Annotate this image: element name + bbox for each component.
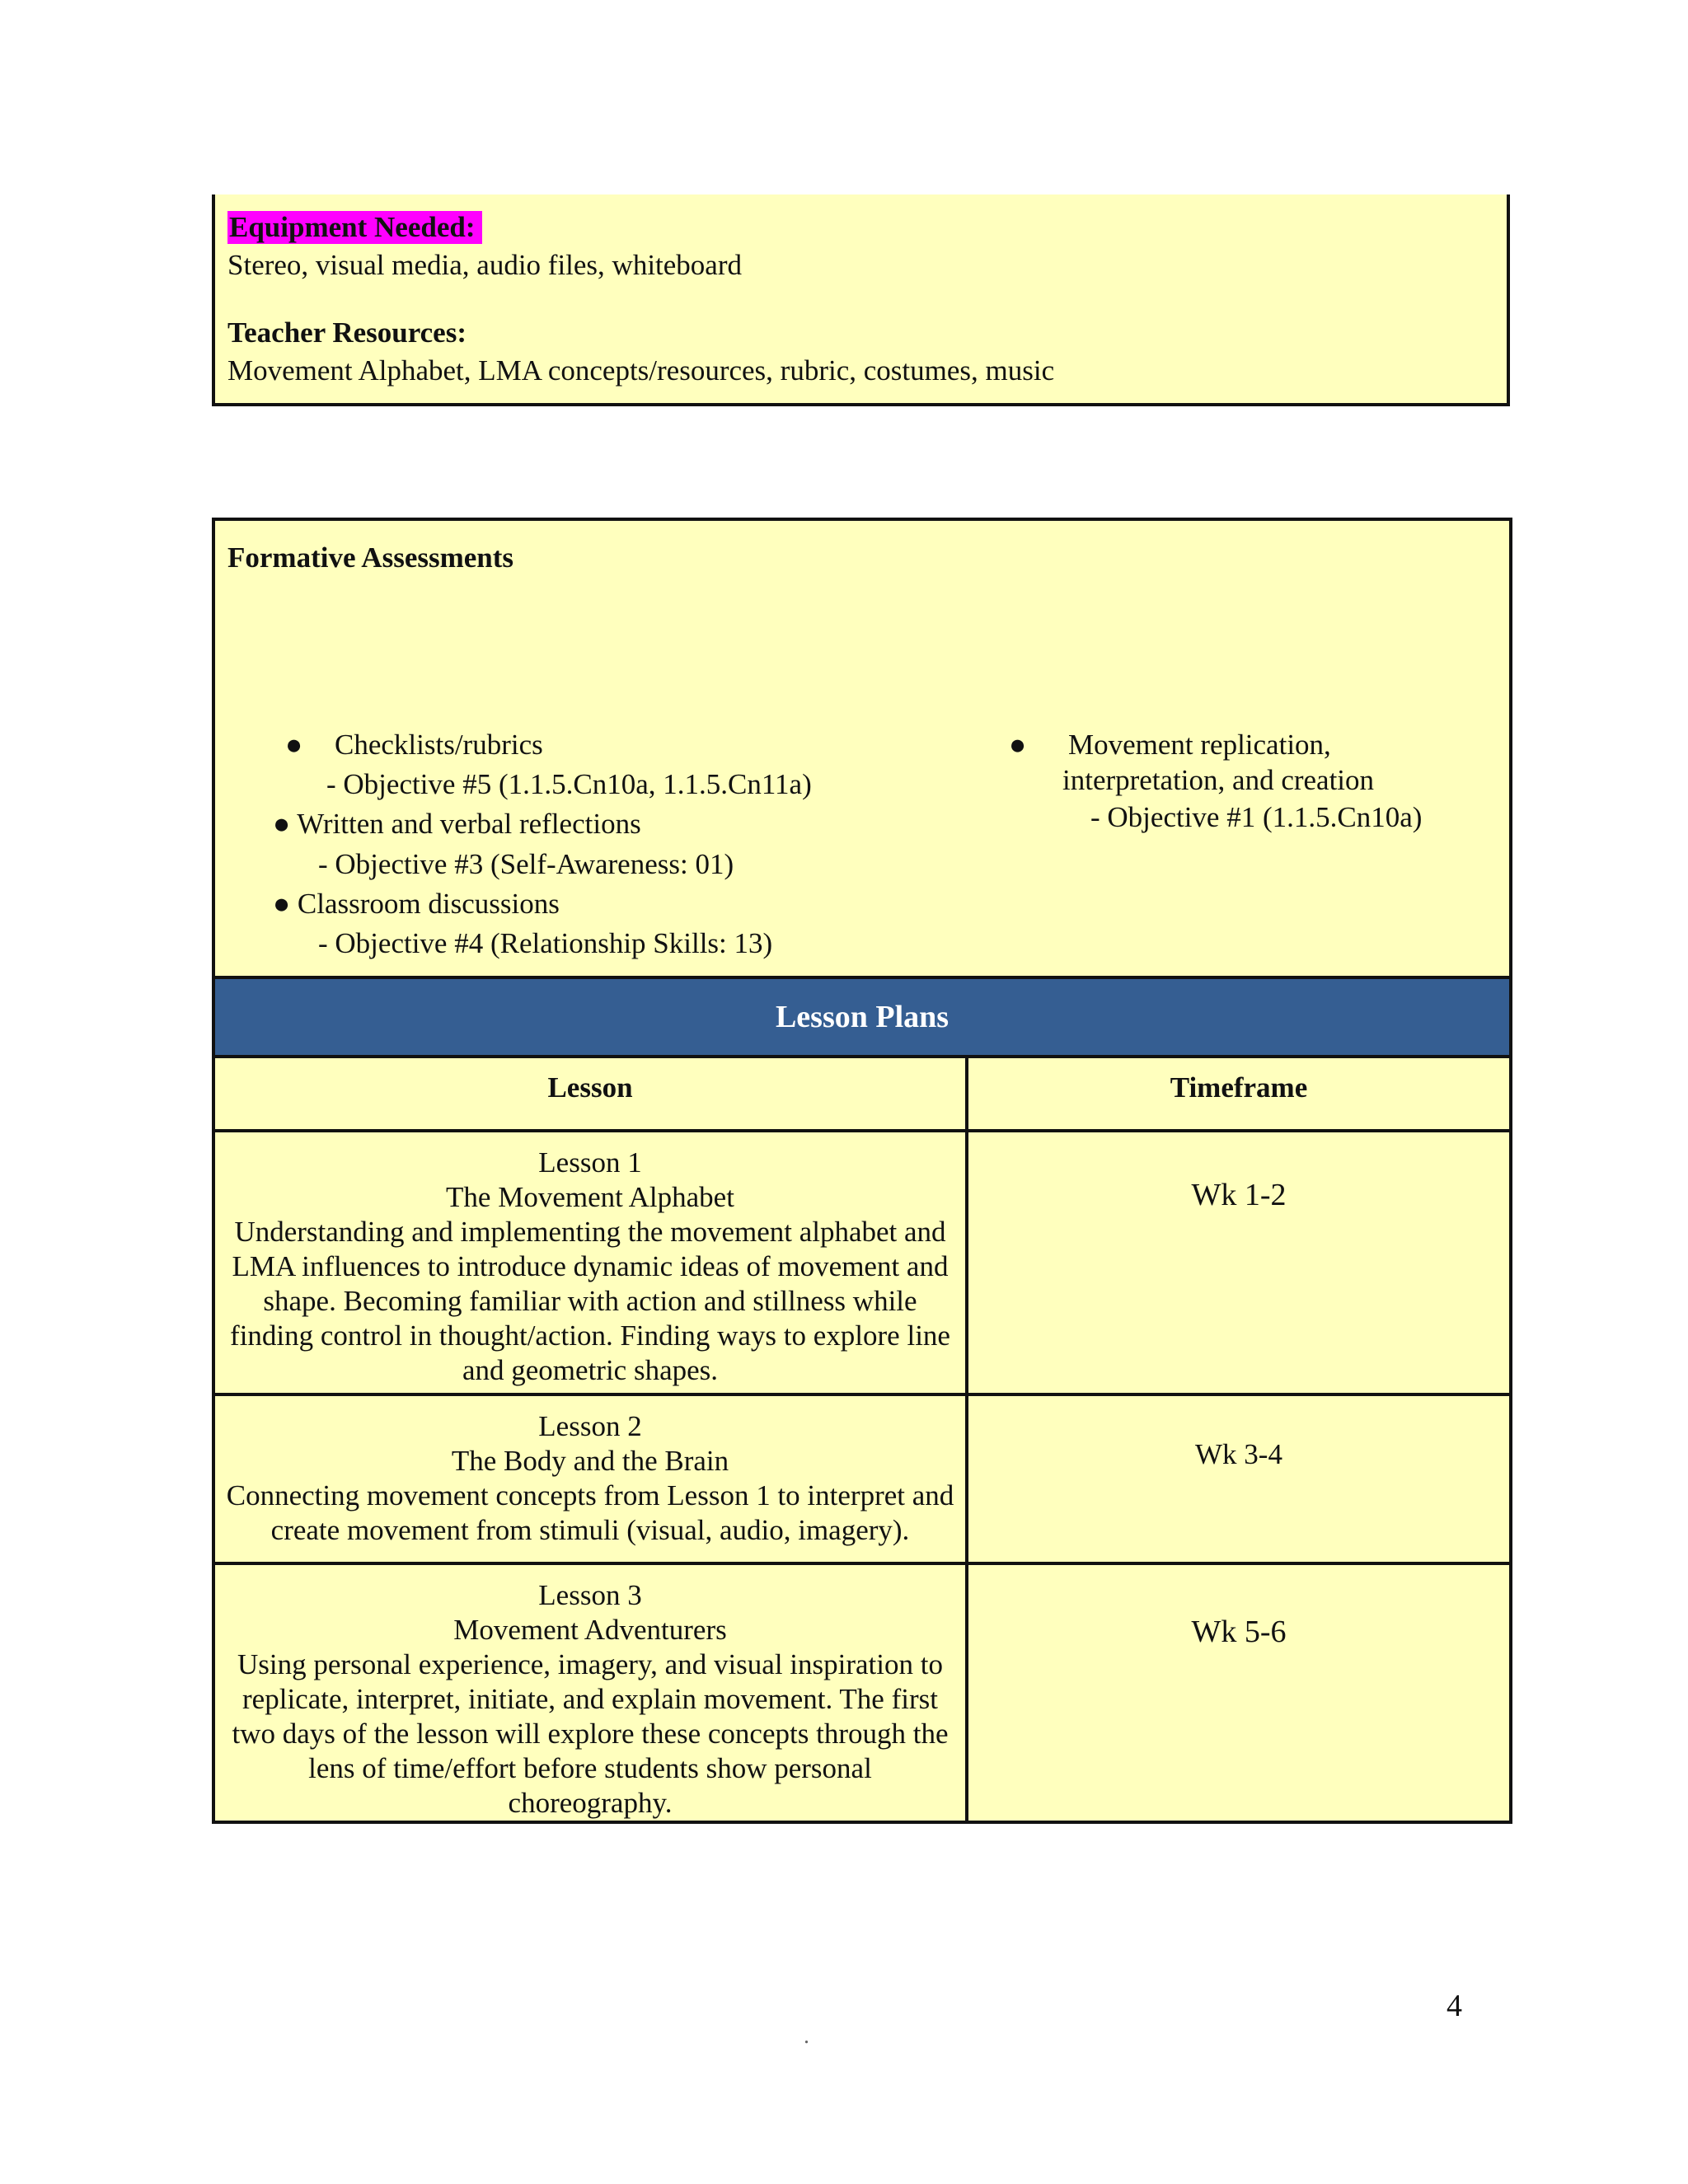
lesson-number: Lesson 1: [538, 1146, 642, 1179]
page-number: 4: [1447, 1989, 1462, 2023]
bullet-icon: ●: [285, 729, 303, 761]
lesson-plans-header: Lesson Plans: [215, 976, 1509, 1058]
timeframe-cell: Wk 3-4: [965, 1396, 1509, 1565]
objective-3: - Objective #3 (Self-Awareness: 01): [318, 848, 734, 880]
formative-assessments-title: Formative Assessments: [227, 541, 514, 574]
objective-5: - Objective #5 (1.1.5.Cn10a, 1.1.5.Cn11a): [326, 768, 812, 800]
assessment-lesson-table: [212, 518, 1512, 1824]
lesson-description: Connecting movement concepts from Lesson 1 to interpret and create movement from stimuli (visual, audio, imagery).: [226, 1479, 954, 1546]
bullet-icon: ●: [1009, 729, 1027, 761]
lesson-name: The Body and the Brain: [451, 1445, 729, 1477]
timeframe-cell: Wk 1-2: [965, 1132, 1509, 1396]
footer-mark: .: [804, 2023, 809, 2049]
timeframe-cell: Wk 5-6: [965, 1565, 1509, 1821]
assessment-checklists: Checklists/rubrics: [335, 729, 543, 761]
table-row-lesson-2: [215, 1396, 965, 1565]
lesson-number: Lesson 3: [538, 1579, 642, 1611]
assessment-reflections: ● Written and verbal reflections: [273, 808, 641, 840]
column-header-lesson: Lesson: [215, 1058, 965, 1132]
lesson-number: Lesson 2: [538, 1410, 642, 1442]
equipment-text: Stereo, visual media, audio files, whiteboard: [227, 249, 743, 281]
objective-1: - Objective #1 (1.1.5.Cn10a): [1090, 801, 1423, 833]
objective-4: - Objective #4 (Relationship Skills: 13): [318, 927, 773, 959]
equipment-label: Equipment Needed:: [227, 211, 482, 244]
equipment-resources-box: [212, 194, 1510, 406]
column-header-timeframe: Timeframe: [965, 1058, 1509, 1132]
table-row-lesson-3: [215, 1565, 965, 1821]
lesson-description: Understanding and implementing the movement alphabet and LMA influences to introduce dynamic ideas of movement and shape. Becoming familiar with action and stillness while finding control in thought/action. Finding ways to explore line and geometric shapes.: [230, 1216, 950, 1386]
lesson-name: Movement Adventurers: [453, 1614, 727, 1646]
teacher-resources-label: Teacher Resources:: [227, 316, 467, 349]
table-row-lesson-1: [215, 1132, 965, 1396]
teacher-resources-text: Movement Alphabet, LMA concepts/resources, rubric, costumes, music: [227, 354, 1055, 387]
formative-assessments-section: [215, 521, 1509, 976]
assessment-movement-line2: interpretation, and creation: [1062, 764, 1375, 796]
lesson-description: Using personal experience, imagery, and visual inspiration to replicate, interpret, initiate, and explain movement. The first two days of the lesson will explore these concepts through the lens of time/effort before students show personal choreography.: [232, 1648, 949, 1819]
lesson-name: The Movement Alphabet: [446, 1181, 734, 1213]
assessment-movement-line1: Movement replication,: [1068, 729, 1331, 761]
assessment-discussions: ● Classroom discussions: [273, 888, 560, 920]
